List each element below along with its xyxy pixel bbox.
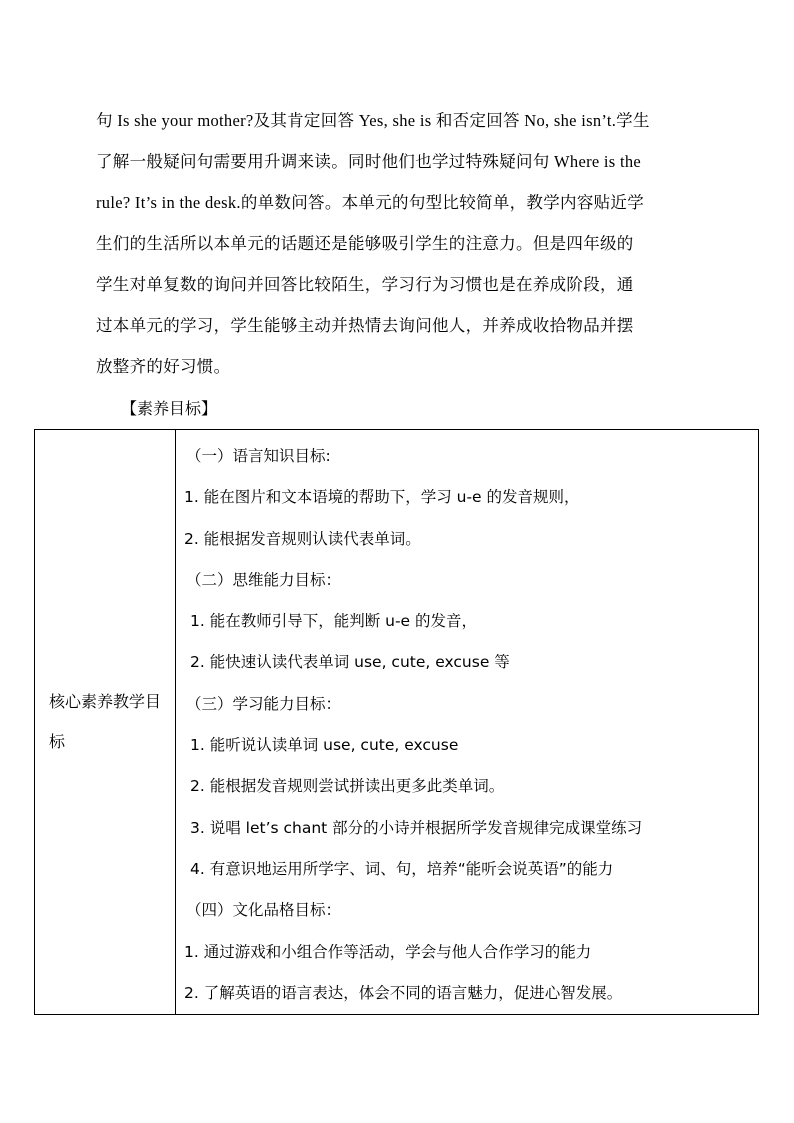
table-row-content	[176, 430, 759, 1015]
intro-line-4: 生们的生活所以本单元的话题还是能够吸引学生的注意力。但是四年级的	[96, 234, 634, 253]
goal-item: 2. 能根据发音规则认读代表单词。	[184, 529, 421, 548]
literacy-goals-table	[34, 429, 759, 1015]
goal-heading-culture: （四）文化品格目标：	[186, 901, 342, 920]
table-row	[35, 430, 759, 1015]
goal-item: 4. 有意识地运用所学字、词、句，培养“能听会说英语”的能力	[190, 859, 614, 878]
goal-item: 2. 能根据发音规则尝试拼读出更多此类单词。	[190, 777, 505, 796]
section-heading: 【素养目标】	[121, 399, 218, 418]
intro-line-2: 了解一般疑问句需要用升调来读。同时他们也学过特殊疑问句 Where is the	[96, 152, 642, 171]
intro-line-1: 句 Is she your mother?及其肯定回答 Yes, she is 和否定回答 No, she isn’t.学生	[96, 111, 650, 130]
goal-item: 1. 通过游戏和小组合作等活动，学会与他人合作学习的能力	[184, 942, 592, 961]
intro-line-6: 过本单元的学习，学生能够主动并热情去询问他人，并养成收拾物品并摆	[96, 316, 634, 335]
goal-item: 3. 说唱 let’s chant 部分的小诗并根据所学发音规律完成课堂练习	[190, 818, 643, 837]
goal-heading-learning: （三）学习能力目标：	[186, 694, 342, 713]
intro-paragraph	[96, 100, 704, 387]
goal-item: 1. 能在教师引导下，能判断 u-e 的发音，	[190, 612, 478, 631]
intro-line-3: rule? It’s in the desk.的单数问答。本单元的句型比较简单，教学内容贴近学	[96, 193, 645, 212]
intro-line-5: 学生对单复数的询问并回答比较陌生，学习行为习惯也是在养成阶段，通	[96, 275, 634, 294]
goal-item: 1. 能听说认读单词 use, cute, excuse	[190, 736, 459, 755]
table-row-label: 核心素养教学目标	[35, 430, 176, 1015]
goal-item: 2. 能快速认读代表单词 use, cute, excuse 等	[190, 653, 510, 672]
goal-item: 2. 了解英语的语言表达，体会不同的语言魅力，促进心智发展。	[184, 983, 623, 1002]
intro-line-7: 放整齐的好习惯。	[96, 357, 231, 376]
goal-heading-language: （一）语言知识目标:	[186, 447, 331, 465]
goal-heading-thinking: （二）思维能力目标：	[186, 570, 342, 589]
goal-item: 1. 能在图片和文本语境的帮助下，学习 u-e 的发音规则，	[184, 488, 580, 507]
